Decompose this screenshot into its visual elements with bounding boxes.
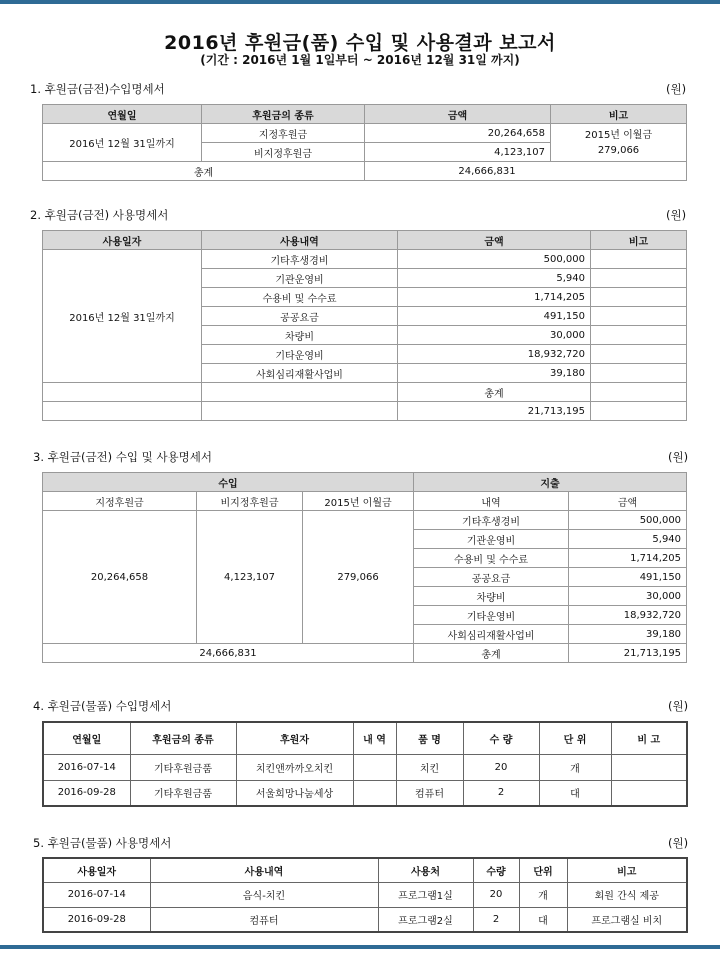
col-qty: 수 량 (463, 722, 539, 754)
expense-amount: 491,150 (569, 568, 687, 587)
usage-unit: 대 (519, 907, 567, 932)
total-label: 총계 (398, 383, 591, 402)
expense-amount: 5,940 (569, 530, 687, 549)
usage-item: 공공요금 (202, 307, 398, 326)
cash-income-table (42, 104, 687, 181)
col-amount: 금액 (398, 231, 591, 250)
section-3-heading: 3. 후원금(금전) 수입 및 사용명세서 (33, 450, 212, 464)
col-date: 연월일 (43, 722, 130, 754)
col-donor: 후원자 (236, 722, 353, 754)
usage-amount: 1,714,205 (398, 288, 591, 307)
table-row (43, 907, 687, 932)
goods-qty: 2 (463, 780, 539, 806)
expense-item: 기관운영비 (414, 530, 569, 549)
usage-note (591, 326, 687, 345)
goods-name: 치킨 (396, 754, 463, 780)
table-row (43, 882, 687, 907)
top-accent-bar (0, 0, 720, 4)
empty-cell (43, 402, 202, 421)
col-date: 사용일자 (43, 858, 150, 882)
usage-amount: 39,180 (398, 364, 591, 383)
col-note: 비 고 (611, 722, 687, 754)
income-amount: 4,123,107 (365, 143, 551, 162)
col-undesignated: 비지정후원금 (197, 492, 303, 511)
usage-item: 수용비 및 수수료 (202, 288, 398, 307)
col-note: 비고 (551, 105, 687, 124)
goods-note (611, 780, 687, 806)
expense-amount: 18,932,720 (569, 606, 687, 625)
income-amount: 20,264,658 (365, 124, 551, 143)
income-kind: 지정후원금 (202, 124, 365, 143)
col-amount: 금액 (365, 105, 551, 124)
empty-cell (43, 383, 202, 402)
goods-donor: 서울희망나눔세상 (236, 780, 353, 806)
section-3-unit: (원) (668, 450, 689, 464)
usage-amount: 18,932,720 (398, 345, 591, 364)
expense-amount: 500,000 (569, 511, 687, 530)
usage-item: 기관운영비 (202, 269, 398, 288)
designated-amount: 20,264,658 (43, 511, 197, 644)
cash-income-usage-table (42, 472, 687, 663)
expense-amount: 30,000 (569, 587, 687, 606)
usage-note (591, 307, 687, 326)
total-amount: 24,666,831 (365, 162, 687, 181)
usage-qty: 20 (473, 882, 519, 907)
expense-item: 차량비 (414, 587, 569, 606)
goods-name: 컴퓨터 (396, 780, 463, 806)
usage-note (591, 364, 687, 383)
col-date: 연월일 (43, 105, 202, 124)
goods-kind: 기타후원금품 (130, 780, 236, 806)
bottom-accent-bar (0, 945, 720, 949)
empty-cell (202, 402, 398, 421)
total-amount: 21,713,195 (398, 402, 591, 421)
income-total: 24,666,831 (43, 644, 414, 663)
col-carryover: 2015년 이월금 (303, 492, 414, 511)
usage-item: 컴퓨터 (150, 907, 378, 932)
goods-unit: 대 (539, 780, 611, 806)
carryover-amount: 279,066 (597, 144, 640, 156)
col-expense-amount: 금액 (569, 492, 687, 511)
usage-item: 사회심리재활사업비 (202, 364, 398, 383)
col-kind: 후원금의 종류 (130, 722, 236, 754)
goods-income-table (42, 721, 688, 807)
section-1-heading: 1. 후원금(금전)수입명세서 (30, 82, 165, 96)
empty-cell (591, 383, 687, 402)
goods-date: 2016-07-14 (43, 754, 130, 780)
col-kind: 후원금의 종류 (202, 105, 365, 124)
goods-detail (353, 780, 396, 806)
carryover-amount: 279,066 (303, 511, 414, 644)
goods-qty: 20 (463, 754, 539, 780)
usage-note: 회원 간식 제공 (567, 882, 687, 907)
usage-qty: 2 (473, 907, 519, 932)
empty-cell (591, 402, 687, 421)
expense-amount: 1,714,205 (569, 549, 687, 568)
cash-usage-table (42, 230, 687, 421)
section-2-heading: 2. 후원금(금전) 사용명세서 (30, 208, 169, 222)
usage-amount: 30,000 (398, 326, 591, 345)
usage-item: 음식-치킨 (150, 882, 378, 907)
expense-item: 사회심리재활사업비 (414, 625, 569, 644)
section-5-heading: 5. 후원금(물품) 사용명세서 (33, 836, 172, 850)
income-date: 2016년 12월 31일까지 (43, 124, 202, 162)
usage-date: 2016-07-14 (43, 882, 150, 907)
table-row (43, 780, 687, 806)
usage-amount: 5,940 (398, 269, 591, 288)
usage-date: 2016년 12월 31일까지 (43, 250, 202, 383)
expense-total: 21,713,195 (569, 644, 687, 663)
col-unit: 단위 (519, 858, 567, 882)
goods-date: 2016-09-28 (43, 780, 130, 806)
carryover-label: 2015년 이월금 (584, 129, 653, 141)
usage-place: 프로그램1실 (378, 882, 473, 907)
col-expense-item: 내역 (414, 492, 569, 511)
col-item-name: 품 명 (396, 722, 463, 754)
col-unit: 단 위 (539, 722, 611, 754)
col-item: 사용내역 (202, 231, 398, 250)
col-designated: 지정후원금 (43, 492, 197, 511)
col-note: 비고 (591, 231, 687, 250)
goods-unit: 개 (539, 754, 611, 780)
expense-amount: 39,180 (569, 625, 687, 644)
usage-item: 기타후생경비 (202, 250, 398, 269)
goods-detail (353, 754, 396, 780)
col-note: 비고 (567, 858, 687, 882)
goods-kind: 기타후원금품 (130, 754, 236, 780)
usage-note (591, 269, 687, 288)
section-2-unit: (원) (666, 208, 687, 222)
total-label: 총계 (414, 644, 569, 663)
total-label: 총계 (43, 162, 365, 181)
empty-cell (202, 383, 398, 402)
section-5-unit: (원) (668, 836, 689, 850)
usage-note (591, 250, 687, 269)
expense-group-header: 지출 (414, 473, 687, 492)
expense-item: 기타운영비 (414, 606, 569, 625)
expense-item: 수용비 및 수수료 (414, 549, 569, 568)
undesignated-amount: 4,123,107 (197, 511, 303, 644)
table-row (43, 754, 687, 780)
col-detail: 내 역 (353, 722, 396, 754)
goods-donor: 치킨앤까까오치킨 (236, 754, 353, 780)
section-4-unit: (원) (668, 699, 689, 713)
usage-note (591, 345, 687, 364)
expense-item: 공공요금 (414, 568, 569, 587)
income-kind: 비지정후원금 (202, 143, 365, 162)
col-item: 사용내역 (150, 858, 378, 882)
usage-place: 프로그램2실 (378, 907, 473, 932)
col-date: 사용일자 (43, 231, 202, 250)
col-qty: 수량 (473, 858, 519, 882)
report-title: 2016년 후원금(품) 수입 및 사용결과 보고서 (164, 32, 556, 54)
usage-item: 기타운영비 (202, 345, 398, 364)
usage-amount: 491,150 (398, 307, 591, 326)
section-1-unit: (원) (666, 82, 687, 96)
income-group-header: 수입 (43, 473, 414, 492)
usage-note (591, 288, 687, 307)
report-period: (기간 : 2016년 1월 1일부터 ~ 2016년 12월 31일 까지) (200, 53, 520, 67)
usage-item: 차량비 (202, 326, 398, 345)
usage-date: 2016-09-28 (43, 907, 150, 932)
income-note (551, 124, 687, 162)
goods-usage-table (42, 857, 688, 933)
usage-unit: 개 (519, 882, 567, 907)
expense-item: 기타후생경비 (414, 511, 569, 530)
section-4-heading: 4. 후원금(물품) 수입명세서 (33, 699, 172, 713)
usage-note: 프로그램실 비치 (567, 907, 687, 932)
usage-amount: 500,000 (398, 250, 591, 269)
goods-note (611, 754, 687, 780)
col-place: 사용처 (378, 858, 473, 882)
